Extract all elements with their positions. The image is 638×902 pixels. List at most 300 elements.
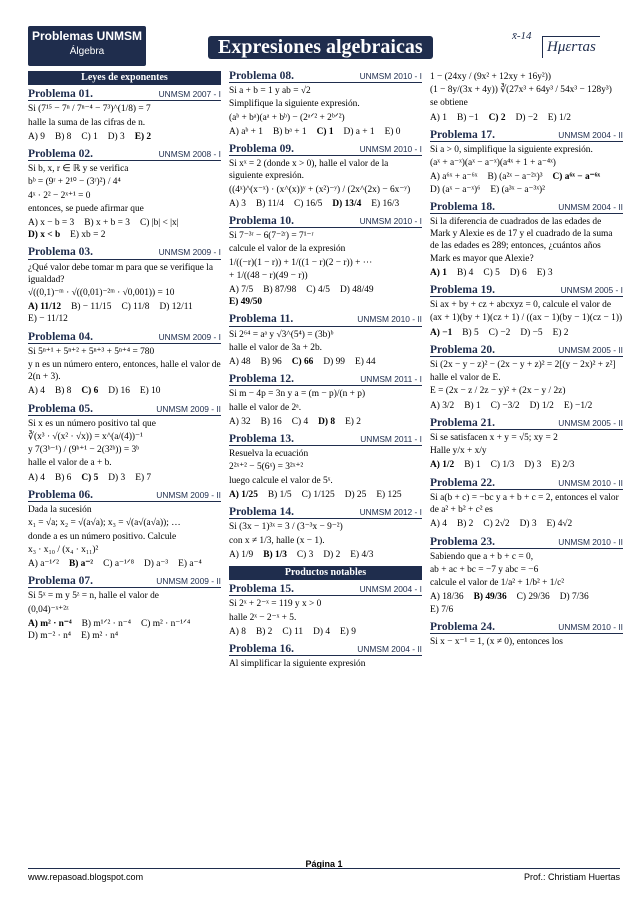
- problem-header: [28, 148, 221, 161]
- answer-options: [28, 385, 221, 397]
- problem-statement: halle 2ˣ − 2⁻ˣ + 5.: [229, 612, 297, 623]
- problem-block: [229, 583, 422, 638]
- answer-option: D) 7/36: [559, 592, 589, 603]
- answer-option: D) a + 1: [343, 126, 375, 137]
- answer-option: C) 3: [296, 549, 314, 560]
- answer-options: [229, 416, 422, 428]
- answer-option: B) 6: [54, 472, 72, 483]
- answer-option: E) 9: [340, 626, 356, 637]
- exam-tag: UNMSM 2011 - I: [360, 374, 422, 385]
- problem-block: [229, 215, 422, 308]
- answer-option: D) 99: [323, 357, 345, 368]
- page-footer: [28, 859, 620, 882]
- problem-block: [229, 643, 422, 670]
- answer-option: C) 29/36: [516, 592, 550, 603]
- answer-option: D) −2: [515, 112, 538, 123]
- problem-block: [430, 536, 623, 616]
- exam-tag: UNMSM 2010 - II: [558, 477, 623, 488]
- answer-option: C) 1/125: [301, 489, 335, 500]
- answer-option: C) 6: [81, 386, 99, 397]
- answer-option: D) 6: [509, 267, 527, 278]
- problem-statement: Halle y/x + x/y: [430, 446, 487, 457]
- answer-option: C) a⁻¹ᐟ⁸: [103, 558, 134, 569]
- problem-statement: luego calcule el valor de 5ˣ.: [229, 475, 333, 486]
- answer-options: [430, 267, 623, 279]
- answer-option: E) m² · n⁴: [81, 630, 119, 641]
- problem-statement: (aᵇ + bᵃ)(aᵃ + bᵇ) − (2ᵃᐟ² + 2ᵇᐟ²): [229, 112, 345, 123]
- answer-option: E) xb = 2: [70, 230, 106, 241]
- answer-option: B) 2: [456, 519, 474, 530]
- column-1: [28, 70, 221, 647]
- problem-number: Problema 21.: [430, 416, 495, 429]
- exam-tag: UNMSM 2004 - II: [357, 643, 422, 654]
- answer-option: E) 2: [552, 327, 569, 338]
- brand-box: [28, 26, 146, 66]
- answer-options: [430, 327, 623, 339]
- exam-tag: UNMSM 2009 - I: [158, 247, 221, 258]
- exam-tag: UNMSM 2010 - II: [357, 314, 422, 325]
- column-3: [430, 70, 623, 653]
- problem-statement: Si m − 4p = 3n y a = (m − p)/(n + p): [229, 389, 366, 400]
- problem-statement: Si xˣ = 2 (donde x > 0), halle el valor de la siguiente expresión.: [229, 159, 389, 182]
- problem-number: Problema 15.: [229, 583, 294, 596]
- answer-options: [229, 626, 422, 638]
- section-heading: Leyes de exponentes: [28, 71, 221, 85]
- exam-tag: UNMSM 2009 - II: [156, 576, 221, 587]
- exam-tag: UNMSM 2004 - II: [558, 129, 623, 140]
- answer-option: B) 2: [255, 626, 273, 637]
- problem-statement: (aˣ + a⁻ˣ)(aˣ − a⁻ˣ)(a⁴ˣ + 1 + a⁻⁴ˣ): [430, 158, 556, 169]
- problem-statement: halle la suma de las cifras de n.: [28, 117, 146, 128]
- answer-option: E) 7/6: [430, 604, 454, 615]
- problem-statement: se obtiene: [430, 98, 468, 109]
- answer-option: C) 4: [291, 416, 309, 427]
- problem-header: [229, 313, 422, 326]
- answer-option: C) 11/8: [121, 302, 150, 313]
- problem-number: Problema 02.: [28, 148, 93, 161]
- answer-option: D) x < b: [28, 230, 61, 241]
- problem-header: [229, 215, 422, 228]
- problem-block: [28, 403, 221, 484]
- answer-options: [229, 126, 422, 138]
- answer-option: D) (aˣ − a⁻ˣ)⁶: [430, 184, 481, 195]
- footer-author: Prof.: Christiam Huertas: [523, 872, 620, 882]
- problem-statement: halle el valor de a + b.: [28, 458, 112, 469]
- problem-statement: Si x es un número positivo tal que: [28, 418, 156, 429]
- answer-option: D) 12/11: [159, 302, 193, 313]
- answer-option: A) 7/5: [229, 285, 254, 296]
- problem-block: [28, 489, 221, 570]
- problem-statement: Si se satisfacen x + y = √5; xy = 2: [430, 433, 558, 444]
- answer-options: [28, 618, 221, 642]
- answer-option: C) −2: [488, 327, 511, 338]
- answer-option: E) 3: [536, 267, 553, 278]
- answer-option: D) 8: [318, 416, 336, 427]
- problem-block: [28, 575, 221, 642]
- problem-statement: y 7(3ᵇ⁻¹) / (9ᵇ⁺¹ − 2(3²ᵇ)) = 3ᵇ: [28, 445, 140, 456]
- problem-statement: halle el valor de 3a + 2b.: [229, 342, 323, 353]
- answer-option: E) −1/2: [563, 400, 593, 411]
- answer-option: B) 87/98: [263, 285, 297, 296]
- problem-block: [430, 284, 623, 339]
- answer-option: A) aᵇ + 1: [229, 126, 263, 137]
- answer-option: E) 4/3: [350, 549, 374, 560]
- answer-options: [430, 400, 623, 412]
- problem-number: Problema 06.: [28, 488, 93, 501]
- problem-header: [229, 373, 422, 386]
- answer-option: A) 48: [229, 357, 251, 368]
- problem-statement: ab + ac + bc = −7 y abc = −6: [430, 564, 539, 575]
- problem-number: Problema 13.: [229, 433, 294, 446]
- answer-options: [430, 112, 623, 124]
- problem-number: Problema 16.: [229, 642, 294, 655]
- problem-number: Problema 01.: [28, 88, 93, 101]
- answer-options: [28, 472, 221, 484]
- answer-option: D) m⁻² · n⁴: [28, 630, 72, 641]
- answer-option: C) 5: [81, 472, 99, 483]
- problem-block: [430, 129, 623, 196]
- answer-option: D) 16: [108, 386, 130, 397]
- problem-header: [28, 403, 221, 416]
- problem-statement: Al simplificar la siguiente expresión: [229, 659, 366, 670]
- answer-options: [28, 217, 221, 241]
- answer-options: [229, 489, 422, 501]
- problem-statement: 4ˣ · 2² − 2ˣ⁺¹ = 0: [28, 190, 91, 201]
- answer-option: E) 2: [345, 416, 361, 427]
- problem-statement: 1 − (24xy / (9x² + 12xy + 16y²)): [430, 72, 551, 82]
- answer-option: A) 9: [28, 131, 45, 142]
- answer-option: C) 66: [291, 357, 314, 368]
- answer-option: A) x − b = 3: [28, 218, 75, 229]
- author-logo: [504, 28, 614, 62]
- problem-statement: Si b, x, r ∈ ℝ y se verifica: [28, 164, 129, 175]
- answer-option: E) 7: [135, 472, 152, 483]
- page-title: Expresiones algebraicas: [208, 36, 433, 59]
- problem-statement: Si (2x − y − z)² − (2x − y + z)² = 2[(y − 2x)² + z²]: [430, 360, 616, 371]
- problem-number: Problema 09.: [229, 143, 294, 156]
- problem-statement: Si 5ⁿ⁺¹ + 5ⁿ⁺² + 5ⁿ⁺³ + 5ⁿ⁺⁴ = 780: [28, 346, 155, 357]
- answer-options: [430, 171, 623, 195]
- problem-header: [430, 201, 623, 214]
- problem-statement: calcule el valor de la expresión: [229, 244, 346, 255]
- problem-header: [28, 88, 221, 101]
- answer-options: [430, 591, 623, 615]
- problem-statement: y n es un número entero, entonces, halle el valor de 2(n + 3).: [28, 360, 221, 383]
- answer-option: D) 4: [313, 626, 331, 637]
- answer-option: A) 1/9: [229, 549, 254, 560]
- exam-tag: UNMSM 2010 - II: [558, 621, 623, 632]
- problem-statement: (0,04)⁻ˣ⁺²ᶻ: [28, 604, 69, 615]
- problem-number: Problema 12.: [229, 373, 294, 386]
- answer-options: [28, 131, 221, 143]
- exam-tag: UNMSM 2009 - II: [156, 403, 221, 414]
- problem-statement: Si a + b = 1 y ab = √2: [229, 86, 311, 97]
- answer-option: B) 5: [462, 327, 479, 338]
- problem-statement: Si x − x⁻¹ = 1, (x ≠ 0), entonces los: [430, 636, 563, 647]
- answer-option: D) 3: [107, 131, 125, 142]
- answer-option: C) 2√2: [483, 519, 510, 530]
- problem-statement: ¿Qué valor debe tomar m para que se verifique la igualdad?: [28, 262, 214, 285]
- answer-option: A) a⁶ˣ + a⁻⁶ˣ: [430, 172, 478, 183]
- answer-option: A) 1/25: [229, 489, 258, 500]
- answer-option: A) −1: [430, 327, 453, 338]
- answer-option: B) 96: [260, 357, 282, 368]
- answer-options: [229, 284, 422, 308]
- answer-option: B) 1/5: [267, 489, 292, 500]
- answer-option: C) 1/3: [490, 460, 515, 471]
- answer-option: D) 13/4: [332, 198, 362, 209]
- problem-statement: Si 2⁶⁴ = aᵃ y √3^(5⁴) = (3b)ᵇ: [229, 329, 334, 340]
- problem-number: Problema 20.: [430, 343, 495, 356]
- answer-option: A) 1: [430, 267, 447, 278]
- answer-option: E) 125: [376, 489, 402, 500]
- problem-header: [229, 506, 422, 519]
- problem-block: [28, 148, 221, 241]
- answer-option: B) 8: [54, 386, 72, 397]
- problem-statement: Si ax + by + cz + abcxyz = 0, calcule el valor de: [430, 300, 611, 311]
- answer-option: E) a⁻⁴: [178, 558, 202, 569]
- problem-statement: halle el valor de 2ᵃ.: [229, 402, 302, 413]
- answer-option: C) a⁶ˣ − a⁻⁶ˣ: [552, 172, 601, 183]
- problem-block: [28, 331, 221, 398]
- column-2: [229, 70, 422, 675]
- problem-block: [430, 417, 623, 472]
- problem-block: [229, 433, 422, 501]
- answer-option: E) 44: [354, 357, 376, 368]
- problem-block: [229, 143, 422, 210]
- problem-header: [229, 643, 422, 656]
- problem-statement: Si (7¹⁵ − 7ⁿ / 7ⁿ⁻⁴ − 7³)^(1/8) = 7: [28, 104, 151, 115]
- problem-statement: calcule el valor de 1/a² + 1/b² + 1/c²: [430, 578, 565, 589]
- problem-number: Problema 22.: [430, 476, 495, 489]
- footer-page-number: Página 1: [305, 859, 343, 869]
- answer-option: D) 3: [519, 519, 537, 530]
- answer-option: D) −5: [520, 327, 543, 338]
- problem-statement: Sabiendo que a + b + c = 0,: [430, 551, 534, 562]
- answer-option: E) (a³ˣ − a⁻³ˣ)²: [490, 184, 545, 195]
- answer-option: E) 4√2: [546, 519, 573, 530]
- problem-statement: Si (3x − 1)³ˣ = 3 / (3⁻³x − 9⁻²): [229, 522, 343, 533]
- brand-title: Problemas UNMSM: [31, 29, 143, 43]
- problem-statement: x₁ = √a; x₂ = √(a√a); x₃ = √(a√(a√a)); …: [28, 518, 181, 529]
- problem-statement: + 1/((48 − r)(49 − r)): [229, 270, 308, 281]
- footer-website[interactable]: www.repasoad.blogspot.com: [28, 872, 144, 882]
- answer-options: [229, 549, 422, 561]
- problem-block: [229, 506, 422, 561]
- problem-statement: Si 2ˣ + 2⁻ˣ = 119 y x > 0: [229, 599, 322, 610]
- answer-option: B) 1: [464, 400, 481, 411]
- problem-statement: Dada la sucesión: [28, 505, 92, 516]
- problem-header: [229, 143, 422, 156]
- problem-header: [28, 489, 221, 502]
- problem-number: Problema 18.: [430, 200, 495, 213]
- answer-option: A) 4: [430, 519, 447, 530]
- exam-tag: UNMSM 2011 - I: [360, 434, 422, 445]
- answer-option: C) 16/5: [293, 198, 323, 209]
- answer-option: B) 16: [260, 416, 282, 427]
- problem-number: Problema 11.: [229, 313, 294, 326]
- problem-statement: x₃ · x₁₀ / (x₄ · x₁₁)²: [28, 544, 99, 555]
- exam-tag: UNMSM 2010 - I: [359, 216, 422, 227]
- problem-header: [430, 284, 623, 297]
- problem-statement: Si 5ˣ = m y 5ᶻ = n, halle el valor de: [28, 591, 159, 602]
- problem-number: Problema 05.: [28, 402, 93, 415]
- logo-symbol: x̄-14: [512, 30, 532, 42]
- answer-option: A) 11/12: [28, 302, 62, 313]
- problem-number: Problema 19.: [430, 284, 495, 297]
- brand-subject: Álgebra: [69, 46, 105, 57]
- problem-header: [229, 70, 422, 83]
- answer-option: C) −3/2: [490, 400, 520, 411]
- exam-tag: UNMSM 2005 - II: [558, 344, 623, 355]
- problem-statement: (1 − 8y/(3x + 4y)) ∛(27x³ + 64y³ / 54x³ − 128y³): [430, 85, 612, 96]
- problem-number: Problema 08.: [229, 70, 294, 82]
- answer-options: [28, 558, 221, 570]
- answer-option: B) 49/36: [473, 592, 507, 603]
- problem-header: [430, 129, 623, 142]
- problem-statement: (ax + 1)(by + 1)(cz + 1) / ((ax − 1)(by − 1)(cz − 1)): [430, 313, 623, 324]
- problem-statement: Simplifique la siguiente expresión.: [229, 99, 360, 110]
- problem-statement: ∛(x³ · √(x² · √x)) = x^(a/(4))⁻¹: [28, 432, 143, 443]
- answer-option: D) 2: [323, 549, 341, 560]
- problem-statement: Resuelva la ecuación: [229, 449, 309, 460]
- exam-tag: UNMSM 2005 - II: [558, 417, 623, 428]
- answer-options: [430, 518, 623, 530]
- answer-option: A) 1: [430, 112, 447, 123]
- problem-statement: √((0,1)⁻ᵐ · √((0,01)⁻²ᵐ · √0,001)) = 10: [28, 288, 175, 299]
- answer-option: D) 3: [108, 472, 126, 483]
- answer-option: E) 16/3: [371, 198, 400, 209]
- problem-block: [430, 201, 623, 279]
- answer-option: C) 2: [488, 112, 506, 123]
- answer-option: C) |b| < |x|: [139, 218, 179, 229]
- exam-tag: UNMSM 2010 - I: [359, 144, 422, 155]
- problem-block: [28, 246, 221, 325]
- problem-header: [28, 331, 221, 344]
- section-heading: Productos notables: [229, 566, 422, 580]
- answer-option: A) m² · n⁻⁴: [28, 618, 72, 629]
- answer-option: D) 3: [524, 460, 542, 471]
- problem-statement: Si la diferencia de cuadrados de las edades de Mark y Alexie es de 17 y el cuadrado de la suma de las edades es 289; entonces, ¿cuántos años Mark es mayor que Alexie?: [430, 217, 613, 264]
- exam-tag: UNMSM 2005 - I: [560, 285, 623, 296]
- answer-option: E) 2: [134, 131, 152, 142]
- problem-statement: donde a es un número positivo. Calcule: [28, 531, 177, 542]
- exam-tag: UNMSM 2009 - I: [158, 331, 221, 342]
- exam-tag: UNMSM 2008 - I: [158, 149, 221, 160]
- problem-block: [229, 373, 422, 428]
- answer-option: B) m¹ᐟ² · n⁻⁴: [81, 618, 131, 629]
- answer-option: E) − 11/12: [28, 314, 68, 325]
- problem-statement: 2²ˣ⁺² − 5(6ˣ) = 3²ˣ⁺²: [229, 462, 304, 473]
- exam-tag: UNMSM 2009 - II: [156, 489, 221, 500]
- answer-option: E) 0: [384, 126, 401, 137]
- problem-block: [430, 477, 623, 531]
- answer-option: B) bᵃ + 1: [272, 126, 307, 137]
- page-header: [28, 26, 620, 68]
- exam-tag: UNMSM 2007 - I: [158, 89, 221, 100]
- problem-block: [430, 344, 623, 412]
- answer-option: A) a⁻¹ᐟ²: [28, 558, 59, 569]
- answer-option: A) 3: [229, 198, 246, 209]
- problem-statement: ((4ˣ)^(x⁻ˣ) · (x^(x))ʸ + (x²)⁻ʸ) / (2x^(2x) − 6x⁻ʸ): [229, 184, 411, 195]
- problem-header: [229, 583, 422, 596]
- answer-option: A) 4: [28, 386, 45, 397]
- problem-block: [430, 621, 623, 648]
- problem-header: [28, 246, 221, 259]
- problem-statement: bᵇ = (9ʳ + 2¹⁰ − (3ʳ)²) / 4⁴: [28, 177, 121, 188]
- problem-statement: Si a > 0, simplifique la siguiente expresión.: [430, 145, 593, 156]
- problem-number: Problema 07.: [28, 575, 93, 588]
- exam-tag: UNMSM 2010 - I: [359, 71, 422, 81]
- answer-option: A) 8: [229, 626, 246, 637]
- problem-block: [229, 70, 422, 138]
- answer-option: D) 25: [344, 489, 367, 500]
- answer-options: [430, 459, 623, 471]
- answer-option: B) x + b = 3: [84, 218, 130, 229]
- answer-option: C) 4/5: [306, 285, 330, 296]
- answer-options: [229, 356, 422, 368]
- answer-option: C) m² · n⁻¹ᐟ⁴: [140, 618, 191, 629]
- answer-option: C) 1: [316, 126, 334, 137]
- answer-option: D) a⁻³: [144, 558, 169, 569]
- answer-option: C) 1: [81, 131, 98, 142]
- exam-tag: UNMSM 2004 - I: [359, 584, 422, 595]
- exam-tag: UNMSM 2012 - I: [359, 507, 422, 518]
- answer-options: [229, 198, 422, 210]
- problem-statement: halle el valor de E.: [430, 373, 501, 384]
- answer-option: B) 1/3: [263, 549, 287, 560]
- answer-option: C) 5: [483, 267, 500, 278]
- problem-number: Problema 17.: [430, 128, 495, 141]
- problem-number: Problema 14.: [229, 506, 294, 519]
- answer-option: D) 1/2: [529, 400, 554, 411]
- answer-option: E) 10: [139, 386, 161, 397]
- answer-option: A) 3/2: [430, 400, 455, 411]
- problem-block: [229, 313, 422, 368]
- answer-option: B) a⁻²: [68, 558, 94, 569]
- problem-header: [229, 433, 422, 446]
- problem-number: Problema 04.: [28, 330, 93, 343]
- answer-option: A) 18/36: [430, 592, 464, 603]
- problem-number: Problema 23.: [430, 535, 495, 548]
- problem-statement: Si a(b + c) = −bc y a + b + c = 2, entonces el valor de a² + b² + c² es: [430, 492, 619, 516]
- problem-statement: entonces, se puede afirmar que: [28, 203, 144, 214]
- problem-header: [430, 621, 623, 634]
- exam-tag: UNMSM 2004 - II: [558, 201, 623, 212]
- problem-number: Problema 10.: [229, 215, 294, 228]
- problem-statement: E = (2x − z / 2z − y)² + (2x − y / 2z): [430, 386, 566, 397]
- problem-statement: Si 7⁻³ʳ − 6(7⁻²ʳ) = 7¹⁻ʳ: [229, 231, 314, 242]
- answer-option: A) 4: [28, 472, 45, 483]
- answer-option: B) − 11/15: [71, 302, 112, 313]
- problem-header: [430, 477, 623, 490]
- answer-option: E) 2/3: [551, 460, 575, 471]
- problem-header: [430, 344, 623, 357]
- answer-option: A) 1/2: [430, 460, 455, 471]
- problem-header: [28, 575, 221, 588]
- answer-option: D) 48/49: [340, 285, 374, 296]
- answer-option: A) 32: [229, 416, 251, 427]
- problem-number: Problema 24.: [430, 620, 495, 633]
- problem-number: Problema 03.: [28, 246, 93, 259]
- problem-statement: 1/((−r)(1 − r)) + 1/((1 − r)(2 − r)) + ⋯: [229, 257, 373, 268]
- answer-option: E) 49/50: [229, 297, 263, 308]
- answer-option: B) 1: [464, 460, 481, 471]
- answer-option: E) 1/2: [547, 112, 571, 123]
- problem-statement: con x ≠ 1/3, halle (x − 1).: [229, 535, 325, 546]
- answer-options: [28, 301, 221, 325]
- answer-option: B) 11/4: [255, 198, 284, 209]
